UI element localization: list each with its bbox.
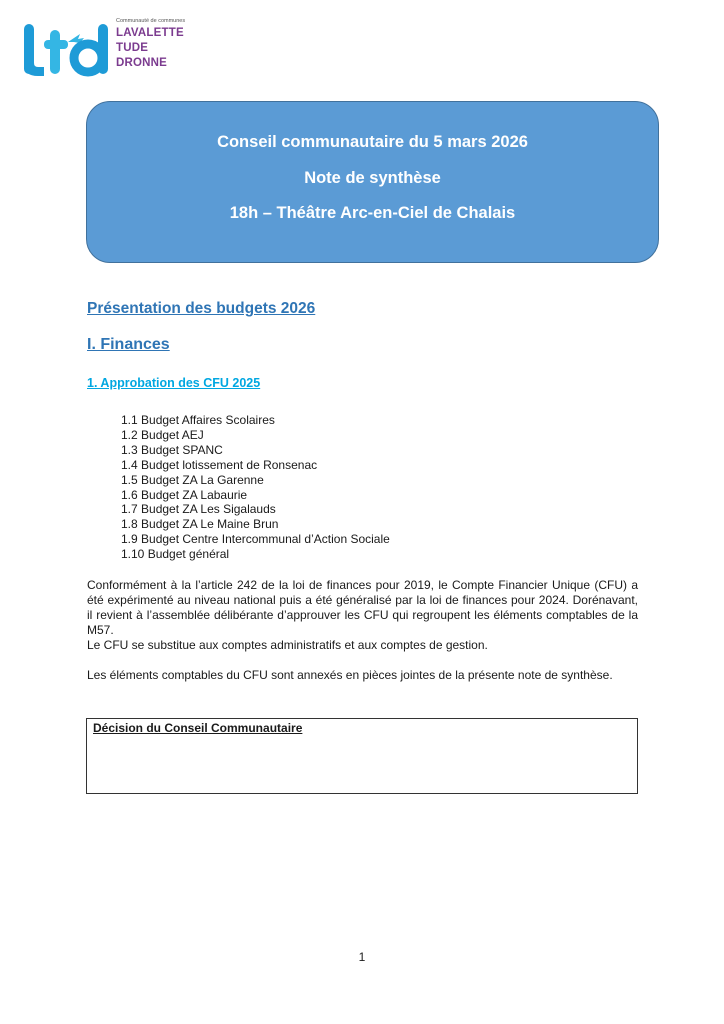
ltd-logo — [20, 18, 190, 80]
logo-line-dronne: DRONNE — [116, 57, 168, 69]
list-item: 1.6 Budget ZA Labaurie — [121, 487, 248, 502]
ltd-logo-mark — [20, 20, 112, 78]
list-item: 1.8 Budget ZA Le Maine Brun — [121, 517, 279, 532]
paragraph-annex: Les éléments comptables du CFU sont annexés en pièces jointes de la présente note de synthèse. — [87, 668, 613, 682]
list-item: 1.9 Budget Centre Intercommunal d’Action Sociale — [121, 532, 390, 547]
list-item: 1.2 Budget AEJ — [121, 427, 204, 442]
title-banner — [86, 101, 659, 263]
list-item: 1.10 Budget général — [121, 547, 230, 562]
section-heading-finances: I. Finances — [87, 336, 170, 353]
list-item: 1.7 Budget ZA Les Sigalauds — [121, 502, 276, 517]
list-item: 1.3 Budget SPANC — [121, 442, 223, 457]
logo-line-lavalette: LAVALETTE — [116, 27, 184, 39]
decision-title: Décision du Conseil Communautaire — [93, 721, 303, 735]
logo-line-tude: TUDE — [116, 42, 149, 54]
subsection-heading-cfu: 1. Approbation des CFU 2025 — [87, 376, 261, 390]
logo-tagline: Communauté de communes — [116, 18, 186, 24]
list-item: 1.5 Budget ZA La Garenne — [121, 472, 264, 487]
paragraph-cfu-text: Conformément à la l’article 242 de la loi de finances pour 2019, le Compte Financier Unique (CFU) a été expérimenté au niveau national puis a été généralisé par la loi de finances pour 2024. Dorénavant, il revient à l’assemblée délibérante d’approuver les CFU qui regroupent les éléments comptables de la M57. — [87, 578, 638, 637]
paragraph-cfu-substitute: Le CFU se substitue aux comptes administratifs et aux comptes de gestion. — [87, 638, 488, 652]
budget-list — [121, 413, 390, 562]
list-item: 1.1 Budget Affaires Scolaires — [121, 413, 275, 427]
page-number: 1 — [358, 950, 366, 964]
decision-box — [86, 718, 638, 794]
banner-subtitle: Note de synthèse — [304, 169, 441, 187]
section-heading-budgets: Présentation des budgets 2026 — [87, 300, 316, 317]
list-item: 1.4 Budget lotissement de Ronsenac — [121, 457, 318, 472]
banner-venue: 18h – Théâtre Arc-en-Ciel de Chalais — [229, 204, 516, 222]
paragraph-cfu-description — [87, 578, 638, 653]
banner-title: Conseil communautaire du 5 mars 2026 — [217, 133, 528, 151]
